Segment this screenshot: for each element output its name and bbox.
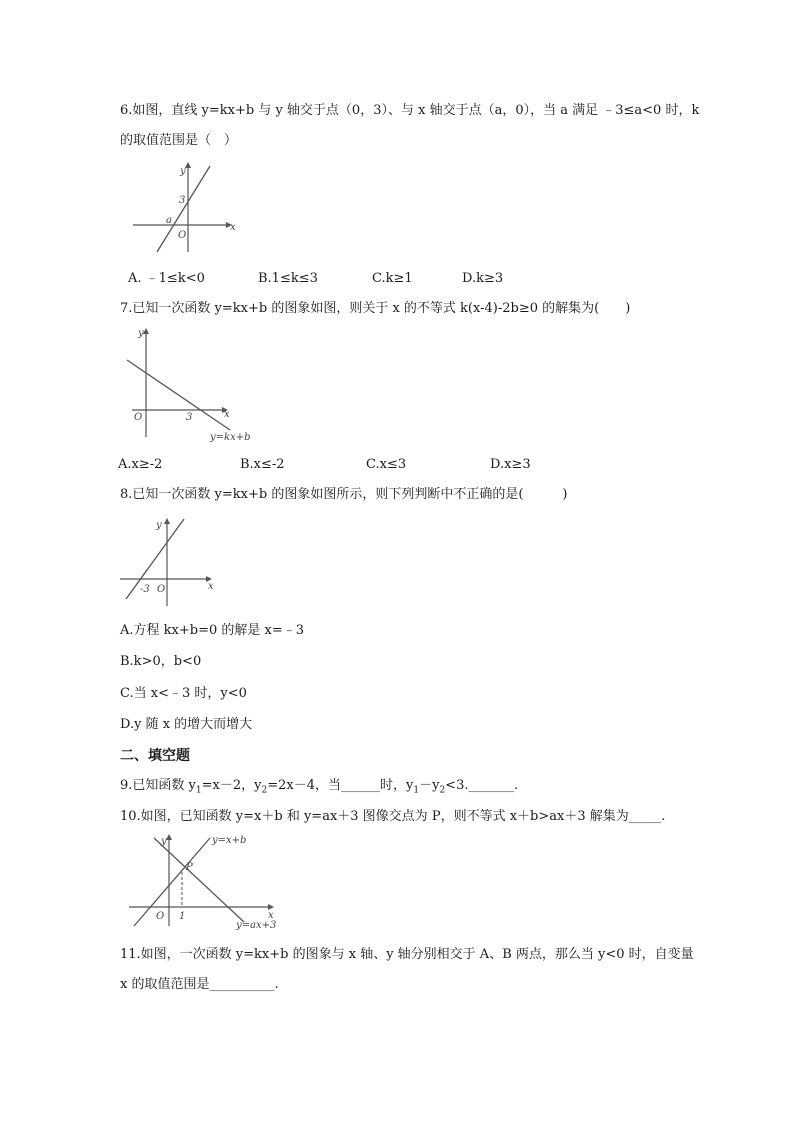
q6-option-a: A. ﹣1≤k<0 [128,271,205,286]
q7-label-3: 3 [186,412,193,423]
q10-label-o: O [156,911,165,922]
q10-label-p: P [186,862,193,873]
q6-label-x: x [230,222,236,233]
q6-option-b: B.1≤k≤3 [258,271,318,286]
q9-mid5: <3. [445,778,469,793]
q6-y-arrow [185,162,191,168]
q8-text-line1: 8.已知一次函数 y=kx+b 的图象如图所示，则下列判断中不正确的是( ) [120,487,568,502]
q10-line-x-plus-b [134,838,210,926]
q9-mid1: =x－2，y [201,778,262,793]
q6-label-o: O [178,230,187,241]
q8-figure [118,514,228,609]
q8-option-c: C.当 x<﹣3 时，y<0 [120,686,247,701]
q9-end: . [513,778,519,793]
q7-option-b: B.x≤-2 [240,457,285,472]
q9-mid4: －y [419,778,440,793]
q9-sub1: 1 [195,785,202,796]
q11-text-line2: x 的取值范围是__________. [120,977,279,992]
q7-figure [122,322,262,447]
q7-label-o: O [134,412,143,423]
q8-label-o: O [157,584,166,595]
q9-mid3: 时，y [379,778,414,793]
q7-label-x: x [224,409,230,420]
q6-label-a: a [166,215,172,226]
q8-label-x: x [208,581,214,592]
q7-option-d: D.x≥3 [490,457,531,472]
q9-mid2: =2x－4，当 [267,778,341,793]
q10-label-l1: y=x+b [212,835,247,846]
q6-text-line1: 6.如图，直线 y=kx+b 与 y 轴交于点（0，3）、与 x 轴交于点（a，0），当 a 满足 ﹣3≤a<0 时，k [120,103,700,118]
q6-text-line2: 的取值范围是（ ） [120,133,238,148]
q6-option-d: D.k≥3 [462,271,504,286]
q9-text [120,777,518,800]
q10-figure [126,830,286,930]
q7-option-c: C.x≤3 [366,457,407,472]
q9-sub4: 2 [439,785,446,796]
q7-label-y: y [138,328,144,339]
q10-label-x: x [268,910,274,921]
q10-y-arrow [166,834,172,840]
q9-sub2: 2 [261,785,268,796]
q6-figure [130,160,250,260]
q11-text-line1: 11.如图，一次函数 y=kx+b 的图象与 x 轴、y 轴分别相交于 A、B 两点，那么当 y<0 时，自变量 [120,947,694,962]
q10-label-1: 1 [179,911,186,922]
q8-label-y: y [156,520,162,531]
q6-label-3: 3 [179,195,186,206]
q7-graph-line [127,360,230,430]
q9-sub3: 1 [413,785,420,796]
q8-option-b: B.k>0，b<0 [120,654,202,669]
q9-pre: 9.已知函数 y [120,778,196,793]
q7-y-arrow [143,328,149,334]
q8-y-arrow [164,518,170,524]
section-title-fill-blank: 二、填空题 [120,748,190,764]
q9-blank2[interactable]: _______ [468,778,514,793]
q8-option-d: D.y 随 x 的增大而增大 [120,717,253,732]
q6-option-c: C.k≥1 [372,271,413,286]
q10-text-line1: 10.如图，已知函数 y=x＋b 和 y=ax＋3 图像交点为 P，则不等式 x＋b>ax＋3 解集为_____. [120,809,666,824]
q9-blank1[interactable]: ______ [340,778,380,793]
q8-option-a: A.方程 kx+b=0 的解是 x=﹣3 [120,623,304,638]
q8-graph-line [126,519,184,599]
q7-option-a: A.x≥-2 [118,457,163,472]
q7-label-line: y=kx+b [210,432,251,443]
q10-label-l2: y=ax+3 [236,920,277,931]
q6-label-y: y [180,166,186,177]
q8-label-m3: -3 [140,584,150,595]
q7-text-line1: 7.已知一次函数 y=kx+b 的图象如图，则关于 x 的不等式 k(x-4)-2b≥0 的解集为( ) [120,301,631,316]
q10-label-y: y [161,836,167,847]
